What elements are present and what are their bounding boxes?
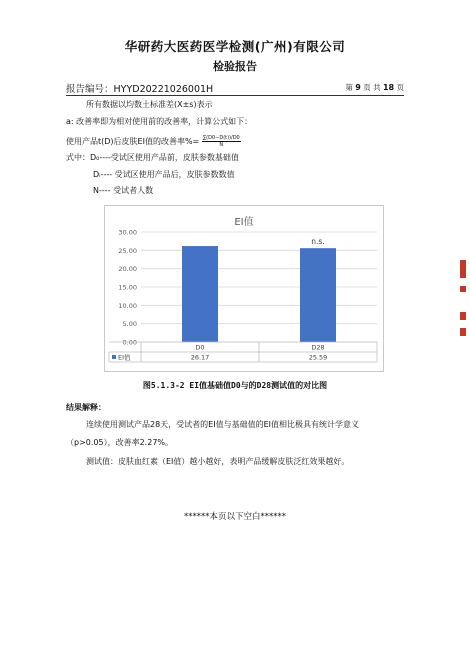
legend-label: EI值 <box>118 353 131 362</box>
conclusion-heading: 结果解释： <box>66 403 106 412</box>
seal-mark <box>460 328 466 336</box>
conclusion-line-3: 测试值：皮肤血红素（EI值）越小越好，表明产品缓解皮肤泛红效果越好。 <box>86 457 350 466</box>
bar <box>182 246 218 342</box>
page-total: 18 <box>382 83 395 92</box>
y-tick-label: 0.00 <box>122 338 137 347</box>
y-tick-label: 20.00 <box>118 265 137 274</box>
page-prefix: 第 <box>345 83 353 92</box>
y-tick-label: 15.00 <box>118 283 137 292</box>
y-tick-label: 5.00 <box>122 320 137 329</box>
header-divider <box>66 95 404 96</box>
formula-line <box>66 135 241 148</box>
ei-chart <box>104 205 384 372</box>
page-suffix: 页 <box>396 83 404 92</box>
definition-lead: 式中： <box>66 153 90 162</box>
formula-prefix: 使用产品t(D)后皮肤EI值的改善率%= <box>66 137 200 146</box>
definition-n: N---- 受试者人数 <box>93 186 154 195</box>
formula-numerator: ∑(D0−D(t))/D0 <box>202 135 240 141</box>
report-number: 报告编号：HYYD20221026001H <box>66 84 214 95</box>
page-indicator <box>345 82 404 93</box>
page-mid: 页 共 <box>363 83 381 92</box>
significance-annotation: n.s. <box>311 237 325 247</box>
x-category-label: D0 <box>195 343 205 352</box>
formula-fraction <box>202 135 241 148</box>
data-label: 25.59 <box>308 353 328 362</box>
y-tick-label: 25.00 <box>118 246 137 255</box>
company-name: 华研药大医药医学检测(广州)有限公司 <box>124 39 346 54</box>
conclusion-line-1: 连续使用测试产品28天，受试者的EI值与基础值的EI值相比极具有统计学意义 <box>86 420 360 429</box>
chart-plot <box>105 206 383 371</box>
legend-swatch <box>112 355 116 359</box>
formula-denominator: N <box>219 142 224 148</box>
conclusion-line-2: （p>0.05），改善率2.27%。 <box>66 438 174 447</box>
chart-title: EI值 <box>234 217 254 228</box>
data-label: 26.17 <box>190 353 210 362</box>
seal-mark <box>460 286 466 292</box>
definition-d0 <box>66 153 239 163</box>
y-tick-label: 10.00 <box>118 301 137 310</box>
definition-d0-text: D₀----受试区使用产品前，皮肤参数基础值 <box>90 153 239 162</box>
blank-page-note: ******本页以下空白****** <box>183 512 286 522</box>
x-category-label: D28 <box>311 343 325 352</box>
seal-edge-marks <box>460 260 468 344</box>
page-current: 9 <box>355 83 361 92</box>
stats-note: 所有数据以均数土标准差(X±s)表示 <box>86 100 213 109</box>
definition-di: Dᵢ---- 受试区使用产品后，皮肤参数数值 <box>93 170 235 179</box>
seal-mark <box>460 260 466 278</box>
seal-mark <box>460 312 466 320</box>
y-tick-label: 30.00 <box>118 228 137 237</box>
bar <box>300 248 336 342</box>
improvement-note: a: 改善率即为相对使用前的改善率，计算公式如下： <box>66 117 253 126</box>
document-title: 检验报告 <box>213 60 257 73</box>
figure-caption: 图5.1.3-2 EI值基础值D0与的D28测试值的对比图 <box>142 381 328 390</box>
